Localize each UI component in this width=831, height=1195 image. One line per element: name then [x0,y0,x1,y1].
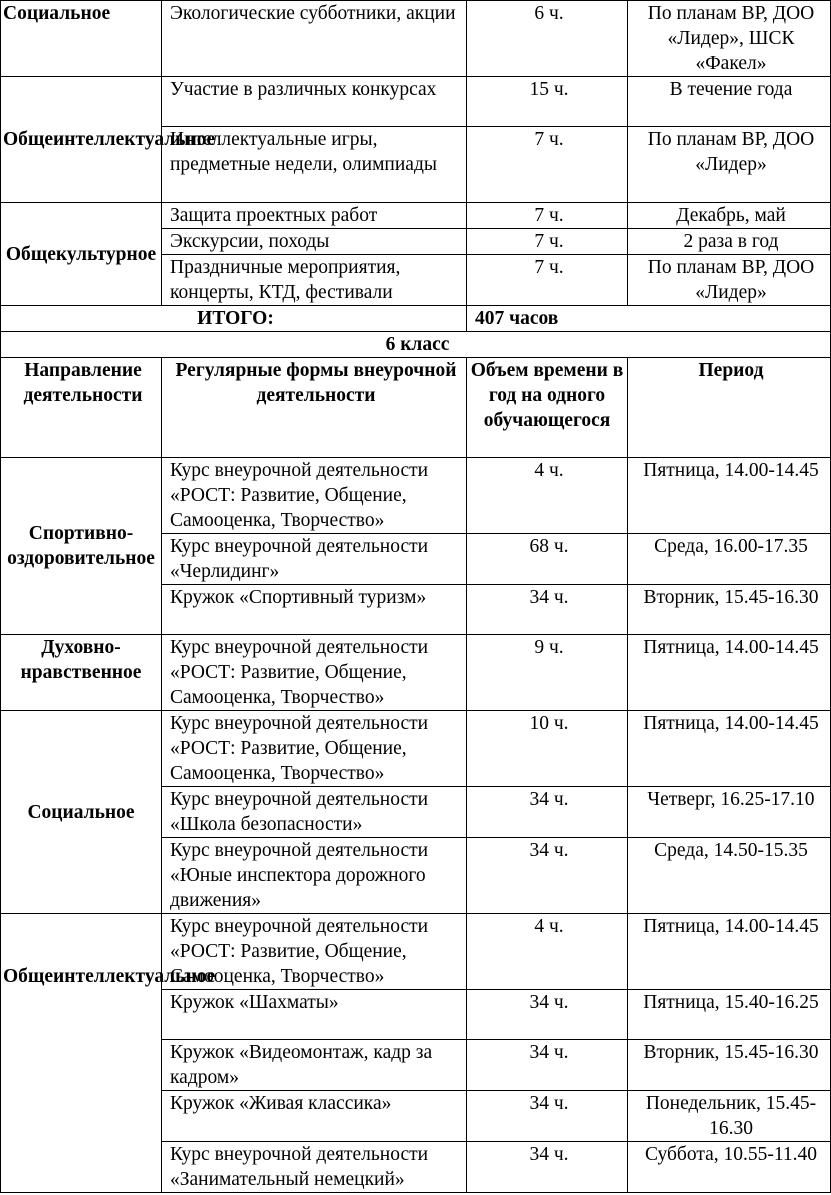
hours-cell: 68 ч. [467,534,628,585]
period-cell: По планам ВР, ДОО «Лидер» [628,127,831,203]
period-cell: Пятница, 14.00-14.45 [628,458,831,534]
table-row [1,914,831,990]
activity-cell: Экологические субботники, акции [162,1,467,77]
period-cell: Пятница, 14.00-14.45 [628,711,831,787]
activity-cell: Курс внеурочной деятельности «Юные инспектора дорожного движения» [162,838,467,914]
hours-cell: 7 ч. [467,255,628,306]
activity-cell: Защита проектных работ [162,203,467,229]
hours-cell: 9 ч. [467,635,628,711]
direction-cell: Общекультурное [1,203,162,306]
period-cell: Пятница, 15.40-16.25 [628,990,831,1040]
hours-cell: 6 ч. [467,1,628,77]
table-row [1,711,831,787]
direction-cell: Социальное [1,711,162,914]
hours-cell: 34 ч. [467,990,628,1040]
hours-cell: 34 ч. [467,1040,628,1091]
table-row [1,203,831,229]
direction-cell: Социальное [1,1,162,77]
period-cell: По планам ВР, ДОО «Лидер» [628,255,831,306]
activity-cell: Кружок «Спортивный туризм» [162,585,467,635]
activity-cell: Кружок «Шахматы» [162,990,467,1040]
activity-cell: Интеллектуальные игры, предметные недели, олимпиады [162,127,467,203]
period-cell: Четверг, 16.25-17.10 [628,787,831,838]
table-row [1,458,831,534]
activity-cell: Курс внеурочной деятельности «РОСТ: Развитие, Общение, Самооценка, Творчество» [162,458,467,534]
hours-cell: 7 ч. [467,229,628,255]
period-cell: Декабрь, май [628,203,831,229]
hours-cell: 34 ч. [467,838,628,914]
hours-cell: 4 ч. [467,458,628,534]
activity-cell: Курс внеурочной деятельности «РОСТ: Развитие, Общение, Самооценка, Творчество» [162,914,467,990]
hours-cell: 34 ч. [467,787,628,838]
activity-cell: Праздничные мероприятия, концерты, КТД, фестивали [162,255,467,306]
period-cell: В течение года [628,77,831,127]
class-title-row [1,332,831,358]
activity-cell: Курс внеурочной деятельности «Занимательный немецкий» [162,1142,467,1193]
activity-cell: Курс внеурочной деятельности «РОСТ: Развитие, Общение, Самооценка, Творчество» [162,635,467,711]
period-cell: Суббота, 10.55-11.40 [628,1142,831,1193]
period-cell: Пятница, 14.00-14.45 [628,914,831,990]
activity-cell: Курс внеурочной деятельности «Школа безопасности» [162,787,467,838]
period-cell: Вторник, 15.45-16.30 [628,585,831,635]
direction-cell: Общеинтеллектуальное [1,77,162,203]
total-label: ИТОГО: [1,306,467,332]
header-forms: Регулярные формы внеурочной деятельности [162,358,467,458]
class-title: 6 класс [1,332,831,358]
header-direction: Направление деятельности [1,358,162,458]
period-cell: Понедельник, 15.45-16.30 [628,1091,831,1142]
hours-cell: 7 ч. [467,203,628,229]
activity-cell: Экскурсии, походы [162,229,467,255]
activity-cell: Кружок «Видеомонтаж, кадр за кадром» [162,1040,467,1091]
table-row [1,1,831,77]
activity-cell: Курс внеурочной деятельности «РОСТ: Развитие, Общение, Самооценка, Творчество» [162,711,467,787]
table-row [1,77,831,127]
activity-cell: Кружок «Живая классика» [162,1091,467,1142]
total-value: 407 часов [467,306,831,332]
hours-cell: 4 ч. [467,914,628,990]
direction-cell: Спортивно-оздоровительное [1,458,162,635]
hours-cell: 10 ч. [467,711,628,787]
direction-cell: Общеинтеллектуальное [1,914,162,1193]
hours-cell: 15 ч. [467,77,628,127]
period-cell: Пятница, 14.00-14.45 [628,635,831,711]
hours-cell: 34 ч. [467,1142,628,1193]
hours-cell: 34 ч. [467,1091,628,1142]
period-cell: Среда, 16.00-17.35 [628,534,831,585]
hours-cell: 7 ч. [467,127,628,203]
header-period: Период [628,358,831,458]
period-cell: 2 раза в год [628,229,831,255]
period-cell: Среда, 14.50-15.35 [628,838,831,914]
activity-cell: Курс внеурочной деятельности «Черлидинг» [162,534,467,585]
direction-cell: Духовно-нравственное [1,635,162,711]
period-cell: Вторник, 15.45-16.30 [628,1040,831,1091]
table-row [1,635,831,711]
period-cell: По планам ВР, ДОО «Лидер», ШСК «Факел» [628,1,831,77]
hours-cell: 34 ч. [467,585,628,635]
activity-cell: Участие в различных конкурсах [162,77,467,127]
header-volume: Объем времени в год на одного обучающегося [467,358,628,458]
total-row [1,306,831,332]
header-row [1,358,831,458]
